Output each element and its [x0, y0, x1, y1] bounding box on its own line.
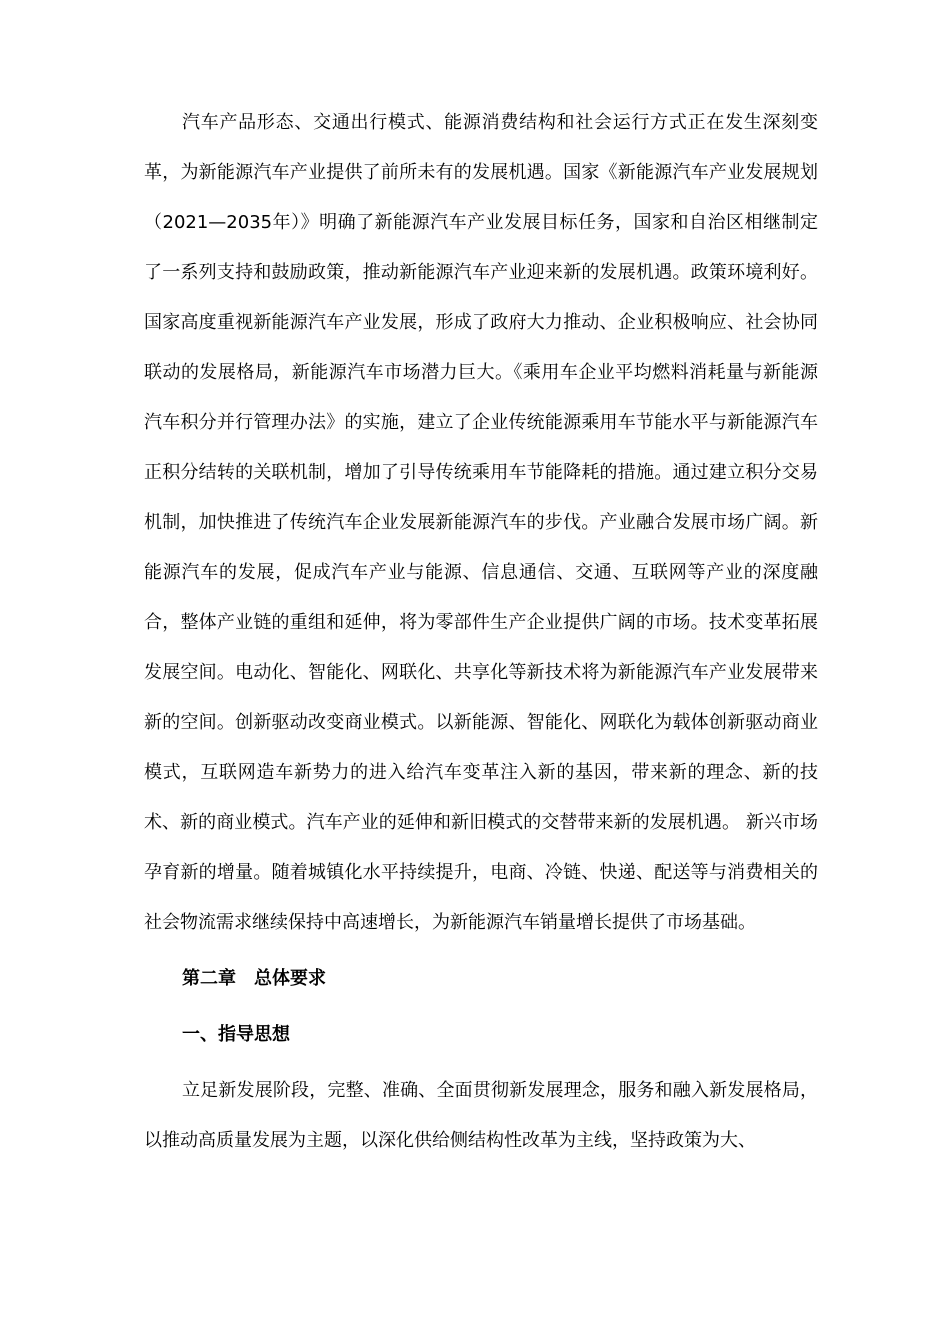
section-heading: 一、指导思想 — [182, 1024, 290, 1045]
document-page — [144, 98, 818, 1166]
body-paragraph-guiding-ideology: 立足新发展阶段，完整、准确、全面贯彻新发展理念，服务和融入新发展格局，以推动高质量发展为主题，以深化供给侧结构性改革为主线，坚持政策为大、 — [144, 1080, 818, 1151]
chapter-heading: 第二章 总体要求 — [182, 968, 326, 989]
body-paragraph-opportunities: 汽车产品形态、交通出行模式、能源消费结构和社会运行方式正在发生深刻变革，为新能源汽车产业提供了前所未有的发展机遇。国家《新能源汽车产业发展规划（2021—2035年）》明确了新能源汽车产业发展目标任务，国家和自治区相继制定了一系列支持和鼓励政策，推动新能源汽车产业迎来新的发展机遇。政策环境利好。国家高度重视新能源汽车产业发展，形成了政府大力推动、企业积极响应、社会协同联动的发展格局，新能源汽车市场潜力巨大。《乘用车企业平均燃料消耗量与新能源汽车积分并行管理办法》的实施，建立了企业传统能源乘用车节能水平与新能源汽车正积分结转的关联机制，增加了引导传统乘用车节能降耗的措施。通过建立积分交易机制，加快推进了传统汽车企业发展新能源汽车的步伐。产业融合发展市场广阔。新能源汽车的发展，促成汽车产业与能源、信息通信、交通、互联网等产业的深度融合，整体产业链的重组和延伸，将为零部件生产企业提供广阔的市场。技术变革拓展发展空间。电动化、智能化、网联化、共享化等新技术将为新能源汽车产业发展带来新的空间。创新驱动改变商业模式。以新能源、智能化、网联化为载体创新驱动商业模式，互联网造车新势力的进入给汽车变革注入新的基因，带来新的理念、新的技术、新的商业模式。汽车产业的延伸和新旧模式的交替带来新的发展机遇。 新兴市场孕育新的增量。随着城镇化水平持续提升，电商、冷链、快递、配送等与消费相关的社会物流需求继续保持中高速增长，为新能源汽车销量增长提供了市场基础。 — [144, 112, 818, 933]
